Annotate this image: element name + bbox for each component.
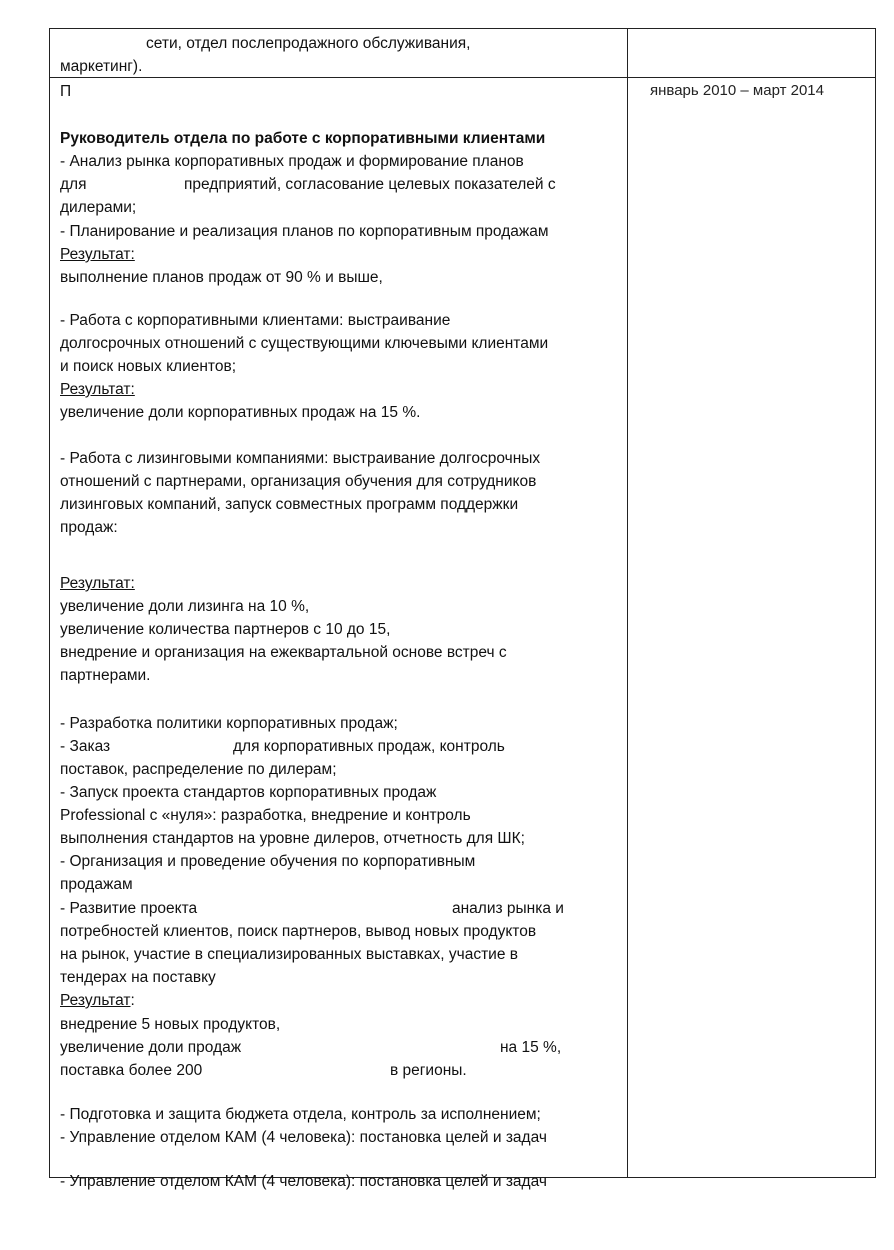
employment-period: январь 2010 – март 2014 — [650, 82, 824, 99]
row-divider — [50, 77, 875, 78]
result-line: увеличение количества партнеров с 10 до 15, — [60, 621, 391, 638]
clipped-fragment: П — [60, 83, 72, 100]
result-line: поставка более 200 — [60, 1062, 203, 1079]
duty-line: лизинговых компаний, запуск совместных программ поддержки — [60, 496, 519, 513]
duty-line: - Запуск проекта стандартов корпоративных продаж — [60, 784, 437, 801]
duty-line: продаж: — [60, 519, 118, 536]
duty-line: и поиск новых клиентов; — [60, 358, 237, 375]
result-line: внедрение 5 новых продуктов, — [60, 1016, 281, 1033]
duty-line: выполнения стандартов на уровне дилеров, отчетность для ШК; — [60, 830, 525, 847]
result-line: увеличение доли лизинга на 10 %, — [60, 598, 310, 615]
duty-line: - Управление отделом КАМ (4 человека): постановка целей и задач — [60, 1129, 547, 1146]
result-line: в регионы. — [390, 1062, 467, 1079]
duty-line: для корпоративных продаж, контроль — [233, 738, 505, 755]
result-label-colon: : — [130, 992, 135, 1009]
result-label: Результат: — [60, 575, 135, 592]
row1-line-2: маркетинг). — [60, 58, 143, 75]
duty-line: анализ рынка и — [452, 900, 564, 917]
result-label: Результат: — [60, 246, 135, 263]
duty-line: потребностей клиентов, поиск партнеров, вывод новых продуктов — [60, 923, 537, 940]
duty-line: - Анализ рынка корпоративных продаж и формирование планов — [60, 153, 524, 170]
result-line: выполнение планов продаж от 90 % и выше, — [60, 269, 383, 286]
resume-table — [49, 28, 876, 1190]
duty-line: тендерах на поставку — [60, 969, 216, 986]
result-line: увеличение доли корпоративных продаж на 15 %. — [60, 404, 421, 421]
duty-line: дилерами; — [60, 199, 137, 216]
result-line: на 15 %, — [500, 1039, 562, 1056]
duty-line: - Планирование и реализация планов по корпоративным продажам — [60, 223, 549, 240]
result-label: Результат: — [60, 381, 135, 398]
result-label-text: Результат — [60, 992, 131, 1009]
duty-line: предприятий, согласование целевых показателей с — [184, 176, 556, 193]
duty-line: для — [60, 176, 87, 193]
result-line: внедрение и организация на ежеквартальной основе встреч с — [60, 644, 507, 661]
duty-line: отношений с партнерами, организация обучения для сотрудников — [60, 473, 537, 490]
duty-line: долгосрочных отношений с существующими ключевыми клиентами — [60, 335, 549, 352]
duty-line: - Подготовка и защита бюджета отдела, контроль за исполнением; — [60, 1106, 541, 1123]
result-line: увеличение доли продаж — [60, 1039, 242, 1056]
row1-line-1: сети, отдел послепродажного обслуживания, — [146, 35, 471, 52]
result-label — [60, 989, 135, 1012]
duty-line: - Заказ — [60, 738, 111, 755]
duty-line: - Работа с корпоративными клиентами: выстраивание — [60, 312, 451, 329]
result-line: партнерами. — [60, 667, 151, 684]
duty-line: - Разработка политики корпоративных продаж; — [60, 715, 398, 732]
column-divider — [627, 29, 628, 1177]
duty-line: продажам — [60, 876, 133, 893]
duty-line: - Организация и проведение обучения по корпоративным — [60, 853, 476, 870]
duty-line: - Работа с лизинговыми компаниями: выстраивание долгосрочных — [60, 450, 541, 467]
duty-line: на рынок, участие в специализированных выставках, участие в — [60, 946, 518, 963]
clipped-fragment: - Управление отделом КАМ (4 человека): постановка целей и задач — [60, 1173, 547, 1190]
duty-line: Professional с «нуля»: разработка, внедрение и контроль — [60, 807, 471, 824]
duty-line: поставок, распределение по дилерам; — [60, 761, 337, 778]
position-title: Руководитель отдела по работе с корпоративными клиентами — [60, 130, 546, 147]
duty-line: - Развитие проекта — [60, 900, 198, 917]
